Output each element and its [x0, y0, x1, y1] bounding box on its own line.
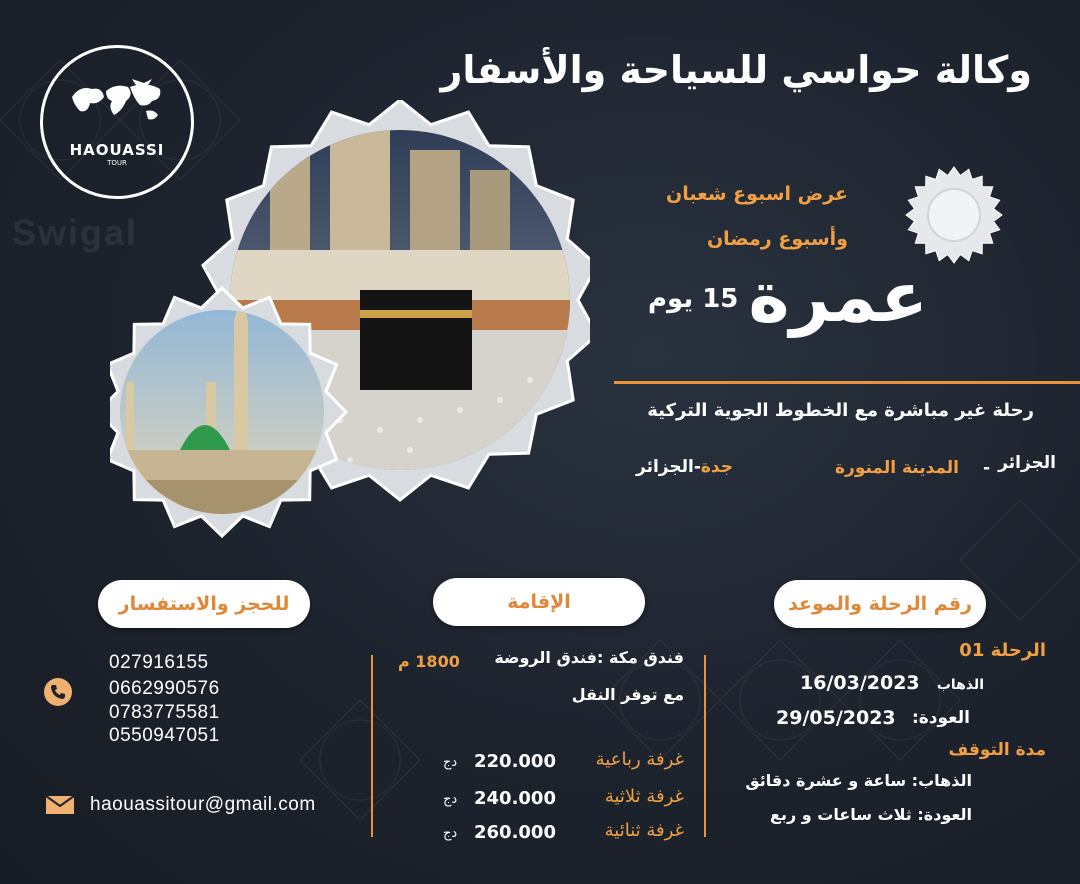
contact-section-header: للحجز والاستفسار	[98, 580, 310, 628]
decorative-medallion	[904, 165, 1004, 265]
layover-depart: الذهاب: ساعة و عشرة دقائق	[745, 771, 972, 790]
airline-note: رحلة غير مباشرة مع الخطوط الجوية التركية	[647, 400, 1034, 421]
room-double-price: 260.000	[474, 822, 556, 843]
watermark-text: Swigal	[12, 212, 139, 253]
route-stop: المدينة المنورة	[835, 458, 960, 478]
offer-line-1: عرض اسبوع شعبان	[666, 183, 848, 205]
room-triple-name: غرفة ثلاثية	[604, 786, 684, 807]
transport-note: مع توفر النقل	[571, 685, 684, 704]
route-origin	[998, 453, 1056, 473]
mail-icon	[45, 795, 75, 815]
hotel-distance: 1800 م	[398, 652, 460, 671]
room-double-name: غرفة ثنائية	[604, 820, 684, 841]
layover-title: مدة التوقف	[948, 740, 1046, 760]
hotel-name: فندق مكة :فندق الروضة	[494, 648, 684, 667]
flight-number: الرحلة 01	[959, 640, 1046, 661]
room-triple-currency: دج	[443, 792, 458, 807]
depart-date: 16/03/2023	[800, 672, 920, 694]
umrah-title: عمرة	[748, 256, 928, 338]
room-triple-price: 240.000	[474, 788, 556, 809]
phone-number-3[interactable]: 0783775581	[109, 702, 220, 723]
phone-number-1[interactable]: 027916155	[109, 652, 209, 673]
route-end-accent: جدة	[700, 457, 733, 477]
offer-line-2: وأسبوع رمضان	[706, 228, 848, 250]
trip-duration	[648, 284, 738, 314]
room-quad-price: 220.000	[474, 751, 556, 772]
return-date: 29/05/2023	[776, 707, 896, 729]
days-word: يوم	[648, 284, 694, 314]
logo-subtitle: TOUR	[107, 159, 127, 167]
phone-number-2[interactable]: 0662990576	[109, 678, 220, 699]
phone-icon	[44, 678, 72, 706]
room-quad-name: غرفة رباعية	[595, 749, 684, 770]
layover-return: العودة: ثلاث ساعات و ربع	[770, 805, 972, 824]
days-number: 15	[702, 284, 739, 314]
phone-number-4[interactable]: 0550947051	[109, 725, 220, 746]
room-quad-currency: دج	[443, 755, 458, 770]
depart-label: الذهاب	[936, 677, 984, 693]
route-dash: -	[983, 458, 991, 478]
photo-seal-collage	[110, 100, 590, 580]
route-origin-label: الجزائر	[998, 453, 1056, 473]
column-divider-right	[704, 655, 706, 837]
column-divider-left	[371, 655, 373, 837]
agency-title: وكالة حواسي للسياحة والأسفار	[440, 48, 1032, 92]
flight-section-header: رقم الرحلة والموعد	[774, 580, 986, 628]
room-double-currency: دج	[443, 826, 458, 841]
section-divider	[614, 381, 1080, 384]
contact-email[interactable]: haouassitour@gmail.com	[90, 794, 316, 815]
logo-name: HAOUASSI	[69, 141, 165, 159]
route-end	[636, 457, 733, 477]
stay-section-header: الإقامة	[433, 578, 645, 626]
return-label: العودة:	[911, 708, 970, 728]
route-end-rest: -الجزائر	[636, 457, 701, 477]
